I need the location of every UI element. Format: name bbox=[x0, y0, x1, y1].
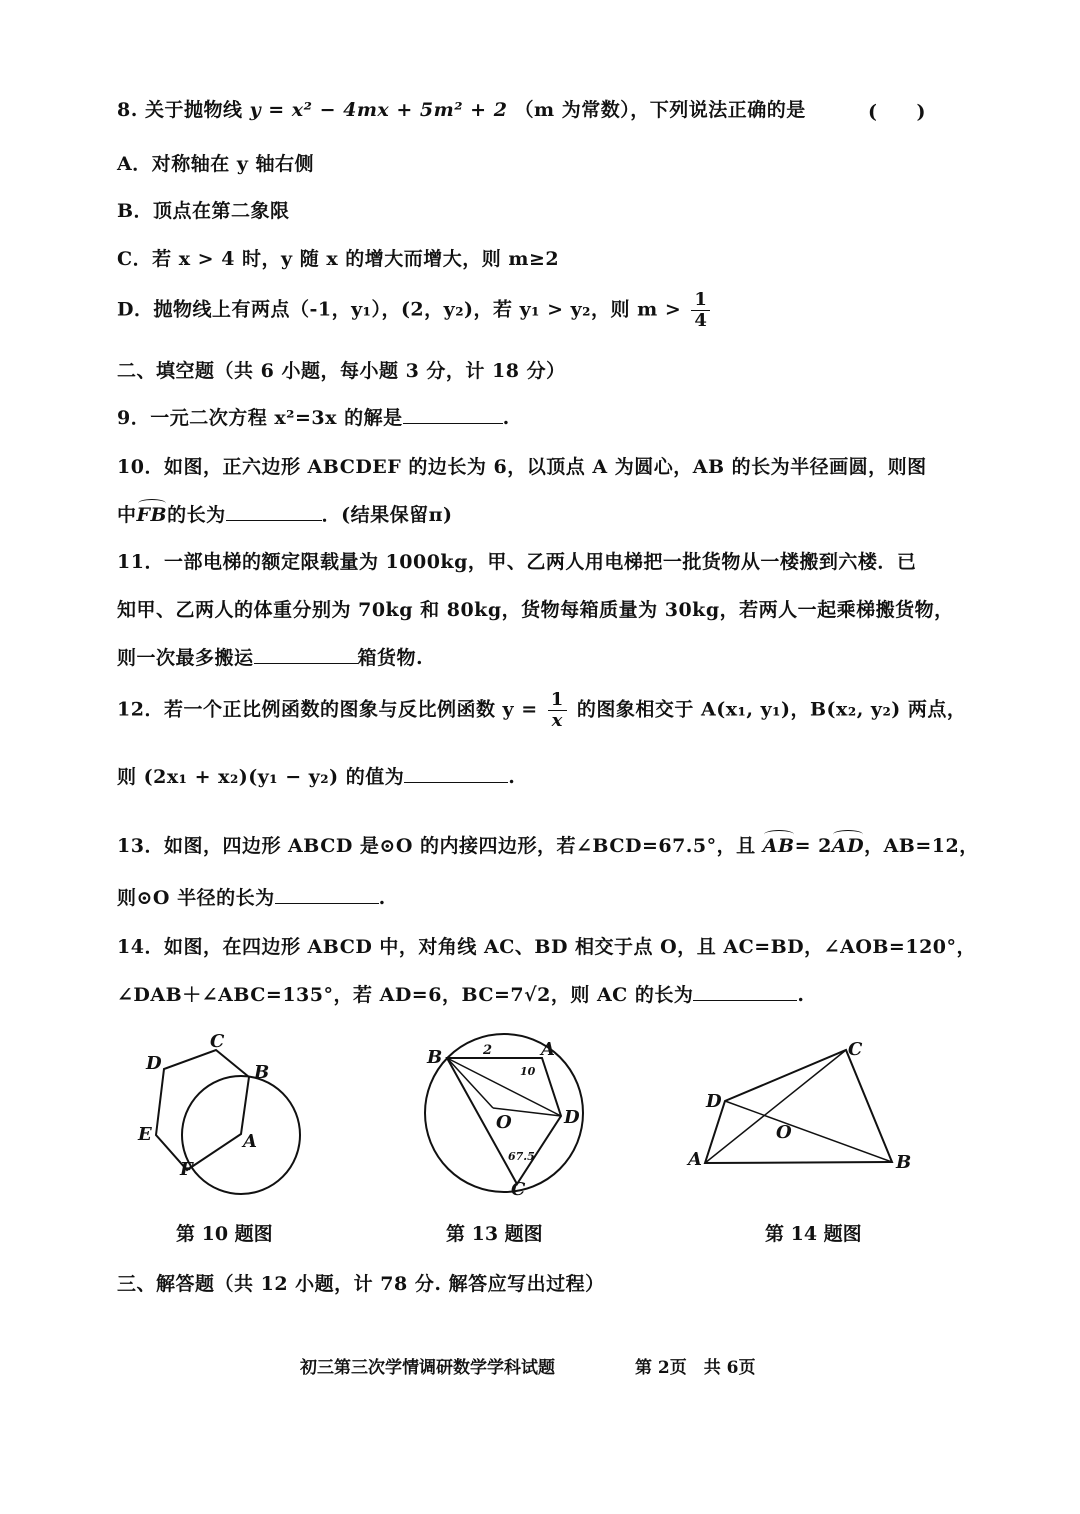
label-d: D bbox=[564, 1107, 580, 1128]
q9: 9．一元二次方程 x²=3x 的解是 . bbox=[117, 407, 510, 429]
q8-answer-paren: ( ) bbox=[868, 101, 926, 123]
section-2-heading: 二、填空题（共 6 小题，每小题 3 分，计 18 分） bbox=[117, 360, 566, 382]
q12-line1: 12．若一个正比例函数的图象与反比例函数 y = $\frac{1}{x}$ 的图象相交于 A(x₁, y₁)，B(x₂, y₂) 两点， bbox=[117, 689, 967, 731]
label-c: C bbox=[848, 1039, 863, 1060]
fraction-one-over-x: $\frac{1}{x}$ bbox=[548, 690, 567, 731]
q8-option-b: B．顶点在第二象限 bbox=[117, 200, 290, 222]
q8-option-a: A．对称轴在 y 轴右侧 bbox=[117, 153, 315, 175]
label-e: E bbox=[138, 1124, 152, 1145]
q8-stem: 8. 关于抛物线 y = x² − 4mx + 5m² + 2 （m 为常数），下列说法正确的是 bbox=[117, 99, 806, 121]
label-c: C bbox=[511, 1179, 526, 1200]
q8-option-d: D．抛物线上有两点（-1，y₁），(2，y₂)，若 y₁ > y₂，则 m > $\frac{1}{4}$ bbox=[117, 290, 713, 331]
q11-line1: 11．一部电梯的额定限载量为 1000kg，甲、乙两人用电梯把一批货物从一楼搬到六楼．已 bbox=[117, 551, 917, 573]
figure-10-hexagon-circle bbox=[130, 1025, 310, 1205]
angle-mark-2: 2 bbox=[483, 1043, 493, 1058]
label-a: A bbox=[688, 1149, 702, 1170]
section-3-heading: 三、解答题（共 12 小题，计 78 分. 解答应写出过程） bbox=[117, 1273, 605, 1295]
answer-blank[interactable] bbox=[403, 405, 503, 424]
answer-blank[interactable] bbox=[693, 982, 797, 1001]
label-b: B bbox=[427, 1047, 443, 1068]
answer-blank[interactable] bbox=[226, 502, 322, 521]
label-a: A bbox=[243, 1131, 257, 1152]
answer-blank[interactable] bbox=[254, 645, 358, 664]
answer-blank[interactable] bbox=[275, 885, 379, 904]
angle-mark-67-5: 67.5 bbox=[508, 1150, 535, 1163]
label-b: B bbox=[254, 1062, 270, 1083]
arc-fb: FB bbox=[136, 504, 168, 526]
q8-option-c: C．若 x > 4 时，y 随 x 的增大而增大，则 m≥2 bbox=[117, 248, 560, 270]
caption-figure-13: 第 13 题图 bbox=[446, 1223, 543, 1245]
label-d: D bbox=[146, 1053, 162, 1074]
q14-line1: 14．如图，在四边形 ABCD 中，对角线 AC、BD 相交于点 O，且 AC=BD，∠AOB=120°， bbox=[117, 936, 977, 958]
quadrilateral-abcd bbox=[705, 1050, 892, 1163]
q12-line2: 则 (2x₁ + x₂)(y₁ − y₂) 的值为 . bbox=[117, 766, 516, 788]
q11-line2: 知甲、乙两人的体重分别为 70kg 和 80kg，货物每箱质量为 30kg，若两人一起乘梯搬货物， bbox=[117, 599, 954, 621]
arc-ab: AB bbox=[762, 835, 795, 857]
label-d: D bbox=[706, 1091, 722, 1112]
caption-figure-14: 第 14 题图 bbox=[765, 1223, 862, 1245]
label-o: O bbox=[496, 1112, 512, 1133]
label-o: O bbox=[776, 1122, 792, 1143]
footer-title: 初三第三次学情调研数学学科试题 bbox=[300, 1358, 555, 1378]
q13-line2: 则⊙O 半径的长为 . bbox=[117, 887, 386, 909]
label-b: B bbox=[896, 1152, 912, 1173]
label-a: A bbox=[541, 1039, 555, 1060]
hexagon bbox=[156, 1050, 249, 1170]
q10-line2: 中FB的长为 ．(结果保留π) bbox=[117, 504, 453, 526]
q14-line2: ∠DAB＋∠ABC=135°，若 AD=6，BC=7√2，则 AC 的长为 . bbox=[117, 984, 805, 1006]
fraction-one-quarter: $\frac{1}{4}$ bbox=[691, 290, 710, 331]
caption-figure-10: 第 10 题图 bbox=[176, 1223, 273, 1245]
label-f: F bbox=[180, 1159, 193, 1180]
answer-blank[interactable] bbox=[404, 764, 508, 783]
angle-mark-10: 10 bbox=[520, 1065, 536, 1078]
q10-line1: 10．如图，正六边形 ABCDEF 的边长为 6，以顶点 A 为圆心，AB 的长为半径画圆，则图 bbox=[117, 456, 927, 478]
label-c: C bbox=[210, 1031, 225, 1052]
footer-page-number: 第 2页 共 6页 bbox=[635, 1358, 756, 1378]
figure-14-quadrilateral-diagonals bbox=[680, 1035, 920, 1175]
q11-line3: 则一次最多搬运 箱货物. bbox=[117, 647, 424, 669]
figure-13-cyclic-quadrilateral bbox=[420, 1030, 590, 1210]
arc-ad: AD bbox=[831, 835, 865, 857]
q13-line1: 13．如图，四边形 ABCD 是⊙O 的内接四边形，若∠BCD=67.5°，且 AB= 2AD，AB=12， bbox=[117, 835, 979, 857]
